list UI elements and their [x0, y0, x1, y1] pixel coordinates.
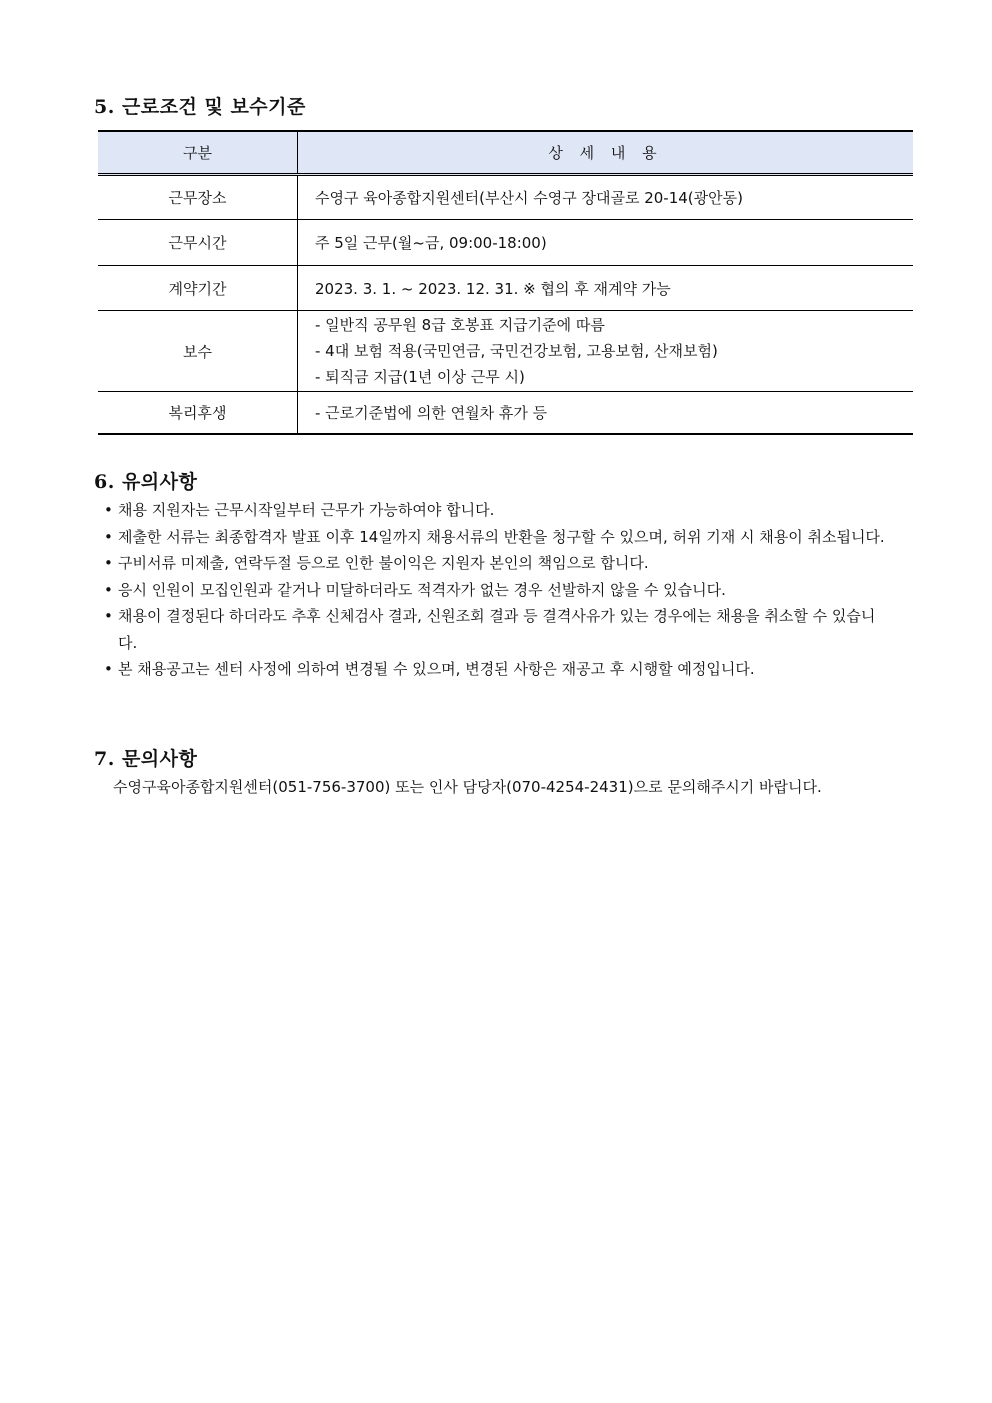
note-text: 제출한 서류는 최종합격자 발표 이후 14일까지 채용서류의 반환을 청구할 수 있으며, 허위 기재 시 채용이 취소됩니다. [118, 527, 885, 546]
pay-line: - 일반직 공무원 8급 호봉표 지급기준에 따름 [315, 316, 605, 334]
contact-text: 수영구육아종합지원센터(051-756-3700) 또는 인사 담당자(070-4254-2431)으로 문의해주시기 바랍니다. [113, 778, 822, 796]
row-value: 주 5일 근무(월~금, 09:00-18:00) [298, 220, 914, 266]
section-5-title: 5. 근로조건 및 보수기준 [94, 96, 306, 118]
bullet-icon: • [104, 501, 113, 519]
section-7-title: 7. 문의사항 [94, 748, 198, 770]
pay-line: - 4대 보험 적용(국민연금, 국민건강보험, 고용보험, 산재보험) [315, 342, 718, 360]
table-header-row [98, 131, 913, 175]
list-item [104, 497, 894, 524]
table-row-hours [98, 220, 913, 266]
row-label: 근무장소 [98, 175, 298, 220]
table-row-contract-period [98, 266, 913, 311]
list-item [104, 577, 894, 604]
row-label: 계약기간 [98, 266, 298, 311]
list-item [104, 603, 894, 656]
section-6-title: 6. 유의사항 [94, 471, 198, 493]
bullet-icon: • [104, 527, 113, 546]
list-item [104, 524, 894, 551]
note-text: 구비서류 미제출, 연락두절 등으로 인한 불이익은 지원자 본인의 책임으로 합니다. [118, 554, 649, 572]
list-item [104, 656, 894, 683]
table-row-workplace [98, 175, 913, 220]
row-label: 복리후생 [98, 392, 298, 435]
row-value: 2023. 3. 1. ~ 2023. 12. 31. ※ 협의 후 재계약 가능 [298, 266, 914, 311]
working-conditions-table [98, 130, 913, 435]
row-value: - 근로기준법에 의한 연월차 휴가 등 [298, 392, 914, 435]
row-value: 수영구 육아종합지원센터(부산시 수영구 장대골로 20-14(광안동) [298, 175, 914, 220]
bullet-icon: • [104, 580, 113, 599]
row-value [298, 311, 914, 392]
note-text: 응시 인원이 모집인원과 같거나 미달하더라도 적격자가 없는 경우 선발하지 않을 수 있습니다. [118, 580, 726, 599]
notes-list [104, 497, 894, 683]
list-item [104, 550, 894, 577]
bullet-icon: • [104, 660, 113, 678]
note-text: 채용 지원자는 근무시작일부터 근무가 가능하여야 합니다. [118, 501, 495, 519]
note-text: 본 채용공고는 센터 사정에 의하여 변경될 수 있으며, 변경된 사항은 재공고 후 시행할 예정입니다. [118, 660, 755, 678]
table-row-pay [98, 311, 913, 392]
row-label: 보수 [98, 311, 298, 392]
pay-line: - 퇴직금 지급(1년 이상 근무 시) [315, 368, 525, 386]
header-details: 상 세 내 용 [298, 131, 914, 175]
header-category: 구분 [98, 131, 298, 175]
bullet-icon: • [104, 554, 113, 572]
bullet-icon: • [104, 607, 113, 625]
table-row-benefits [98, 392, 913, 435]
row-label: 근무시간 [98, 220, 298, 266]
note-text: 채용이 결정된다 하더라도 추후 신체검사 결과, 신원조회 결과 등 결격사유가 있는 경우에는 채용을 취소할 수 있습니다. [118, 607, 876, 652]
